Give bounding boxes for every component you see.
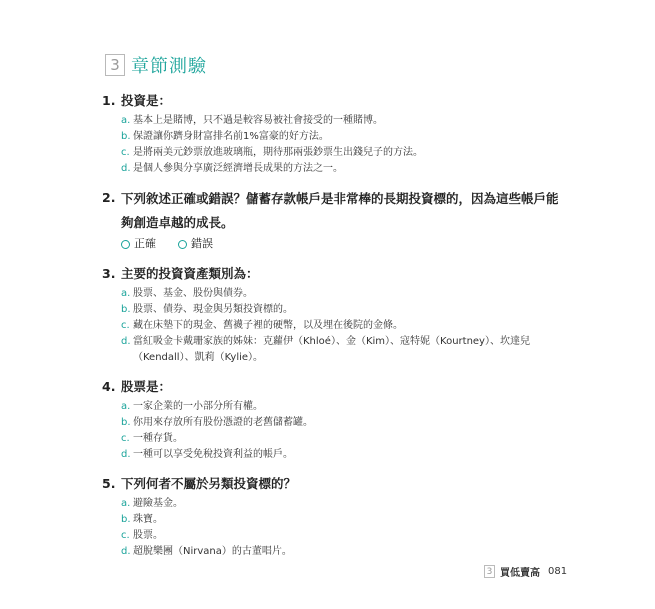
question-number: 3. [102, 266, 116, 281]
chapter-title: 章節測驗 [131, 56, 207, 77]
question-1 [102, 90, 562, 177]
question-number: 2. [102, 190, 116, 205]
footer-book-title: 買低賣高 [500, 568, 540, 579]
option-b: b. 保證讓你躋身財富排名前1%富豪的好方法。 [121, 131, 329, 142]
options [121, 496, 562, 560]
option-d: d. 一種可以享受免稅投資利益的帳戶。 [121, 449, 293, 460]
true-false-choices [121, 235, 562, 253]
option-a: a. 一家企業的一小部分所有權。 [121, 401, 263, 412]
options [121, 113, 562, 177]
question-3 [102, 263, 562, 366]
false-choice[interactable] [178, 235, 213, 253]
footer-chapter-number: 3 [484, 565, 495, 578]
option-a: a. 避險基金。 [121, 498, 183, 509]
question-number: 5. [102, 476, 116, 491]
true-choice[interactable] [121, 235, 156, 253]
option-d: d. 是個人參與分享廣泛經濟增長成果的方法之一。 [121, 163, 343, 174]
option-b: b. 珠寶。 [121, 514, 163, 525]
option-c: c. 股票。 [121, 530, 163, 541]
chapter-header [105, 52, 207, 78]
option-d: d. 當紅吸金卡戴珊家族的姊妹：克蘿伊（Khloé）、金（Kim）、寇特妮（Kourtney）、坎達兒（Kendall）、凱莉（Kylie）。 [121, 336, 530, 363]
question-number: 1. [102, 93, 116, 108]
page-footer [484, 564, 567, 579]
question-text: 主要的投資資產類別為： [121, 266, 259, 281]
options [121, 399, 562, 463]
question-2 [102, 187, 562, 253]
option-a: a. 基本上是賭博，只不過是較容易被社會接受的一種賭博。 [121, 115, 383, 126]
true-label: 正確 [134, 237, 156, 250]
question-text: 股票是： [121, 379, 172, 394]
question-5 [102, 473, 562, 560]
option-b: b. 你用來存放所有股份憑證的老舊儲蓄罐。 [121, 417, 313, 428]
question-text: 下列何者不屬於另類投資標的？ [121, 476, 297, 491]
option-d: d. 超脫樂團（Nirvana）的古董唱片。 [121, 546, 292, 557]
option-c: c. 一種存貨。 [121, 433, 183, 444]
question-4 [102, 376, 562, 463]
option-c: c. 是將兩美元鈔票放進玻璃瓶，期待那兩張鈔票生出錢兒子的方法。 [121, 147, 423, 158]
page-number: 081 [548, 566, 568, 577]
option-c: c. 藏在床墊下的現金、舊襪子裡的硬幣，以及埋在後院的金條。 [121, 320, 403, 331]
question-number: 4. [102, 379, 116, 394]
chapter-number: 3 [105, 54, 125, 76]
option-b: b. 股票、債券、現金與另類投資標的。 [121, 304, 293, 315]
false-label: 錯誤 [191, 237, 213, 250]
option-a: a. 股票、基金、股份與債券。 [121, 288, 253, 299]
question-text: 投資是： [121, 93, 172, 108]
options [121, 286, 562, 366]
quiz [102, 90, 562, 570]
radio-circle-icon[interactable] [178, 240, 187, 249]
question-text: 下列敘述正確或錯誤？儲蓄存款帳戶是非常棒的長期投資標的，因為這些帳戶能夠創造卓越的成長。 [121, 191, 559, 230]
radio-circle-icon[interactable] [121, 240, 130, 249]
